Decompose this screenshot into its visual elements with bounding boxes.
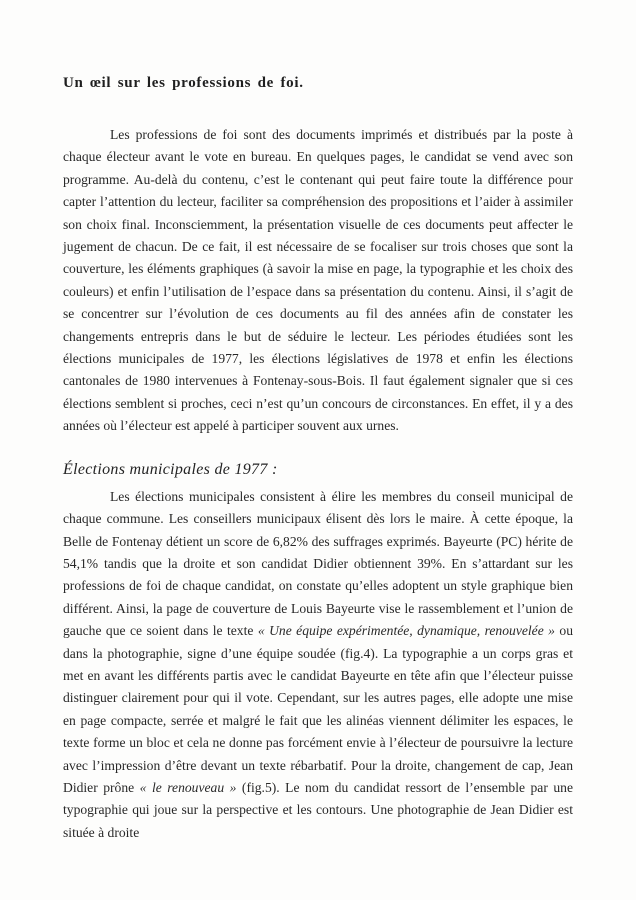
paragraph-text-segment: (fig.5). Le nom du candidat ressort de l’ensemble par une typographie qui joue sur la perspective et les contours. Une photographie de Jean Didier est située à droite: [63, 779, 573, 840]
paragraph-text-segment: Les élections municipales consistent à élire les membres du conseil municipal de chaque commune. Les conseillers municipaux élisent dès lors le maire. À cette époque, la Belle de Fontenay détient un score de 6,82% des suffrages exprimés. Bayeurte (PC) hérite de 54,1% tandis que la droite et son candidat Didier obtiennent 39%. En s’attardant sur les professions de foi de chaque candidat, on constate qu’elles adoptent un style graphique bien différent. Ainsi, la page de couverture de Louis Bayeurte vise le rassemblement et l’union de gauche que ce soient dans le texte: [63, 488, 573, 639]
intro-paragraph: Les professions de foi sont des documents imprimés et distribués par la poste à chaque électeur avant le vote en bureau. En quelques pages, le candidat se vend avec son programme. Au-delà du contenu, c’est le contenant qui peut faire toute la différence pour capter l’attention du lecteur, faciliter sa compréhension des propositions et l’aider à assimiler son choix final. Inconsciemment, la présentation visuelle de ces documents peut affecter le jugement de chacun. De ce fait, il est nécessaire de se focaliser sur trois choses que sont la couverture, les éléments graphiques (à savoir la mise en page, la typographie et les choix des couleurs) et enfin l’utilisation de l’espace dans sa présentation du contenu. Ainsi, il s’agit de se concentrer sur l’évolution de ces documents au fil des années afin de constater les changements entrepris dans le but de séduire le lecteur. Les périodes étudiées sont les élections municipales de 1977, les élections législatives de 1978 et enfin les élections cantonales de 1980 intervenues à Fontenay-sous-Bois. Il faut également signaler que si ces élections semblent si proches, ceci n’est qu’un concours de circonstances. En effet, il y a des années où l’électeur est appelé à participer souvent aux urnes.: [63, 127, 573, 434]
document-content-column: [63, 0, 573, 844]
paragraph-text-segment: ou dans la photographie, signe d’une équipe soudée (fig.4). La typographie a un corps gras et met en avant les différents partis avec le candidat Bayeurte en tête afin que l’électeur puisse distinguer clairement pour qui il vote. Cependant, sur les autres pages, elle adopte une mise en page compacte, serrée et malgré le fait que les alinéas viennent délimiter les espaces, le texte forme un bloc et cela ne donne pas forcément envie à l’électeur de poursuivre la lecture avec l’impression d’être devant un texte rébarbatif. Pour la droite, changement de cap, Jean Didier prône: [63, 623, 573, 795]
section-paragraph: [63, 486, 573, 845]
inline-quote-italic: « le renouveau »: [139, 779, 237, 795]
document-title: Un œil sur les professions de foi.: [63, 75, 304, 91]
inline-quote-italic: « Une équipe expérimentée, dynamique, renouvelée »: [257, 623, 555, 639]
section-heading-elections-municipales-1977: Élections municipales de 1977 :: [63, 460, 278, 478]
